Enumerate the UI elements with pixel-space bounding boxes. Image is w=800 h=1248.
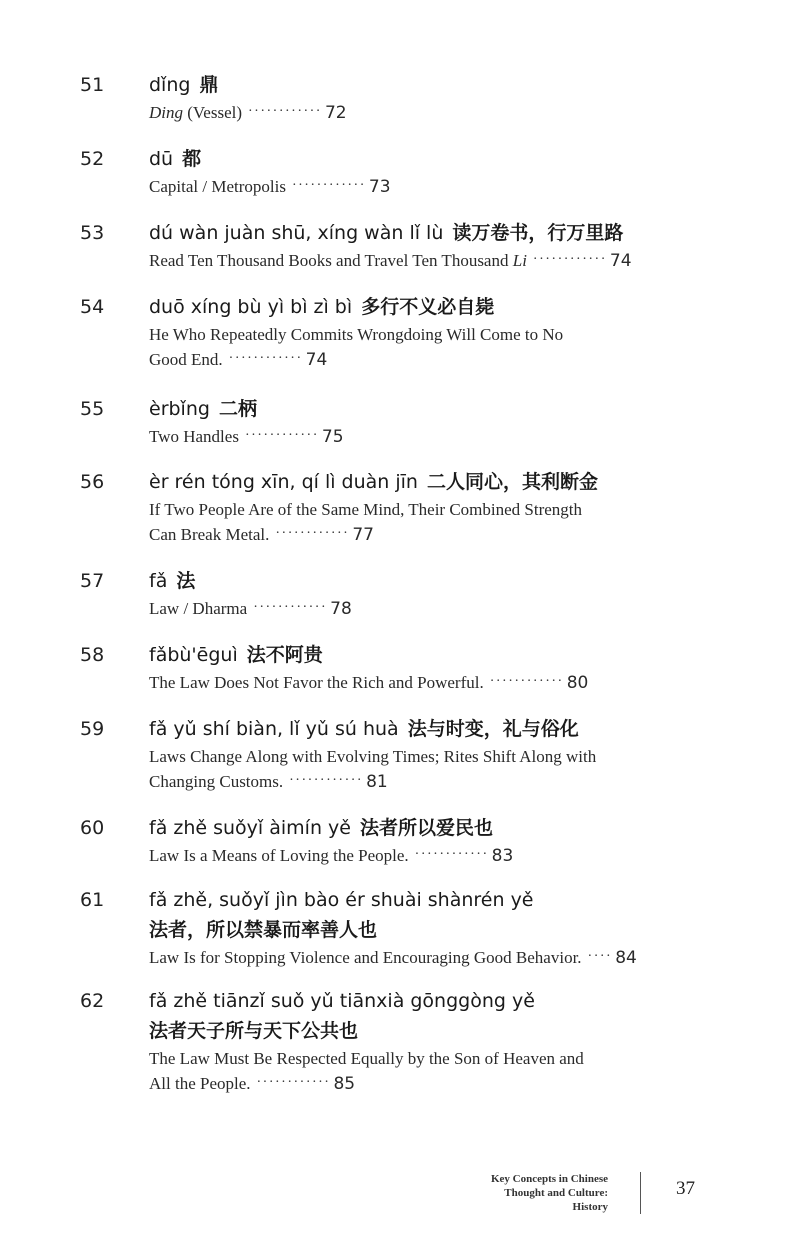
entry-term	[149, 144, 709, 174]
translation-text: Can Break Metal.	[149, 525, 270, 544]
translation-text: Good End.	[149, 350, 223, 369]
entry-translation	[149, 843, 709, 870]
entry-hanzi: 鼎	[199, 74, 219, 96]
entry-body	[149, 70, 709, 127]
dot-leader: ············	[532, 252, 607, 267]
page-reference: 74	[609, 251, 632, 271]
entry-translation: If Two People Are of the Same Mind, Their Combined Strength	[149, 500, 583, 519]
page-reference: 84	[615, 948, 637, 968]
dot-leader: ············	[253, 600, 328, 615]
entry-hanzi: 读万卷书，行万里路	[452, 222, 624, 244]
entry-body	[149, 885, 709, 972]
entry-hanzi: 二柄	[219, 398, 258, 420]
entry-number: 51	[80, 74, 105, 96]
translation-text: Read Ten Thousand Books and Travel Ten Thousand	[149, 251, 513, 270]
page-reference: 73	[368, 177, 391, 197]
entry-number: 53	[80, 222, 105, 244]
entry-pinyin: dú wàn juàn shū, xíng wàn lǐ lù	[149, 222, 444, 244]
entry-term-pinyin: fǎ zhě tiānzǐ suǒ yǔ tiānxià gōnggòng yě	[149, 990, 535, 1012]
entry-translation	[149, 174, 709, 201]
entry-body	[149, 292, 709, 374]
entry-hanzi: 法	[176, 570, 196, 592]
translation-text: Law / Dharma	[149, 599, 248, 618]
page-reference: 75	[321, 427, 344, 447]
dot-leader: ············	[256, 1075, 331, 1090]
dot-leader: ····	[587, 949, 613, 964]
page-reference: 83	[491, 846, 514, 866]
entry-translation	[149, 670, 709, 697]
entry-term	[149, 292, 709, 322]
translation-text: Capital / Metropolis	[149, 177, 286, 196]
page-reference: 81	[366, 772, 388, 792]
translation-text: Law Is for Stopping Violence and Encouraging Good Behavior.	[149, 948, 582, 967]
entry-body	[149, 714, 709, 796]
entry-translation: The Law Must Be Respected Equally by the Son of Heaven and	[149, 1049, 584, 1068]
translation-text: (Vessel)	[183, 103, 243, 122]
entry-pinyin: èr rén tóng xīn, qí lì duàn jīn	[149, 471, 418, 493]
entry-hanzi: 都	[182, 148, 202, 170]
page-number: 37	[676, 1178, 695, 1199]
book-title-line: Thought and Culture:	[504, 1187, 608, 1199]
entry-number: 56	[80, 471, 105, 493]
entry-hanzi: 多行不义必自毙	[361, 296, 495, 318]
translation-text: All the People.	[149, 1074, 251, 1093]
translation-text: Two Handles	[149, 427, 239, 446]
entry-translation: Laws Change Along with Evolving Times; Rites Shift Along with	[149, 747, 597, 766]
dot-leader: ············	[275, 526, 350, 541]
translation-text: Law Is a Means of Loving the People.	[149, 846, 409, 865]
entry-hanzi: 法不阿贵	[246, 644, 323, 666]
entry-body	[149, 986, 709, 1098]
entry-number: 52	[80, 148, 105, 170]
entry-hanzi: 法者，所以禁暴而率善人也	[149, 919, 378, 941]
page-reference: 80	[566, 673, 589, 693]
entry-term	[149, 813, 709, 843]
entry-pinyin: fǎ yǔ shí biàn, lǐ yǔ sú huà	[149, 718, 399, 740]
translation-italic: Ding	[149, 103, 183, 122]
entry-hanzi: 法者所以爱民也	[360, 817, 494, 839]
dot-leader: ············	[244, 428, 319, 443]
entry-pinyin: èrbǐng	[149, 398, 210, 420]
entry-body	[149, 467, 709, 549]
entry-translation-cont	[149, 522, 709, 549]
entry-term	[149, 467, 709, 497]
entry-number: 57	[80, 570, 105, 592]
entry-pinyin: dū	[149, 148, 174, 170]
entry-translation	[149, 424, 709, 451]
entry-body	[149, 144, 709, 201]
entry-pinyin: duō xíng bù yì bì zì bì	[149, 296, 353, 318]
entry-term	[149, 218, 709, 248]
page-reference: 77	[352, 525, 374, 545]
entry-pinyin: fǎ zhě suǒyǐ àimín yě	[149, 817, 351, 839]
entry-number: 60	[80, 817, 105, 839]
entry-term	[149, 714, 709, 744]
entry-number: 62	[80, 990, 105, 1012]
page-reference: 72	[324, 103, 347, 123]
entry-translation-cont	[149, 347, 709, 374]
entry-number: 58	[80, 644, 105, 666]
entry-body	[149, 218, 709, 275]
translation-text: The Law Does Not Favor the Rich and Powerful.	[149, 673, 484, 692]
entry-translation	[149, 248, 709, 275]
footer-divider	[640, 1172, 641, 1214]
entry-term	[149, 70, 709, 100]
book-title	[438, 1172, 608, 1214]
entry-number: 61	[80, 889, 105, 911]
dot-leader: ············	[289, 773, 364, 788]
entry-translation	[149, 596, 709, 623]
entry-hanzi: 法者天子所与天下公共也	[149, 1020, 359, 1042]
translation-text: Changing Customs.	[149, 772, 284, 791]
entry-term	[149, 566, 709, 596]
dot-leader: ············	[228, 351, 303, 366]
page-reference: 85	[333, 1074, 356, 1094]
translation-italic: Li	[512, 251, 527, 270]
dot-leader: ············	[248, 104, 322, 119]
book-title-line: History	[572, 1201, 608, 1213]
entry-body	[149, 640, 709, 697]
dot-leader: ············	[489, 674, 564, 689]
entry-number: 55	[80, 398, 105, 420]
page-reference: 74	[305, 350, 328, 370]
entry-translation-cont	[149, 1071, 709, 1098]
entry-number: 54	[80, 296, 105, 318]
entry-body	[149, 394, 709, 451]
entry-body	[149, 813, 709, 870]
dot-leader: ············	[414, 847, 489, 862]
entry-number: 59	[80, 718, 105, 740]
entry-translation: He Who Repeatedly Commits Wrongdoing Will Come to No	[149, 325, 564, 344]
entry-translation	[149, 100, 709, 127]
entry-term	[149, 640, 709, 670]
dot-leader: ············	[291, 178, 366, 193]
entry-pinyin: fǎbù'ēguì	[149, 644, 238, 666]
entry-term-pinyin: fǎ zhě, suǒyǐ jìn bào ér shuài shànrén yě	[149, 889, 534, 911]
running-footer	[470, 1168, 700, 1218]
entry-body	[149, 566, 709, 623]
entry-term	[149, 394, 709, 424]
entry-pinyin: fǎ	[149, 570, 168, 592]
entry-hanzi: 二人同心，其利断金	[427, 471, 599, 493]
entry-translation-cont	[149, 769, 709, 796]
entry-translation	[149, 945, 709, 972]
entry-hanzi: 法与时变，礼与俗化	[407, 718, 579, 740]
page-reference: 78	[330, 599, 352, 619]
entry-pinyin: dǐng	[149, 74, 191, 96]
book-title-line: Key Concepts in Chinese	[490, 1173, 608, 1185]
